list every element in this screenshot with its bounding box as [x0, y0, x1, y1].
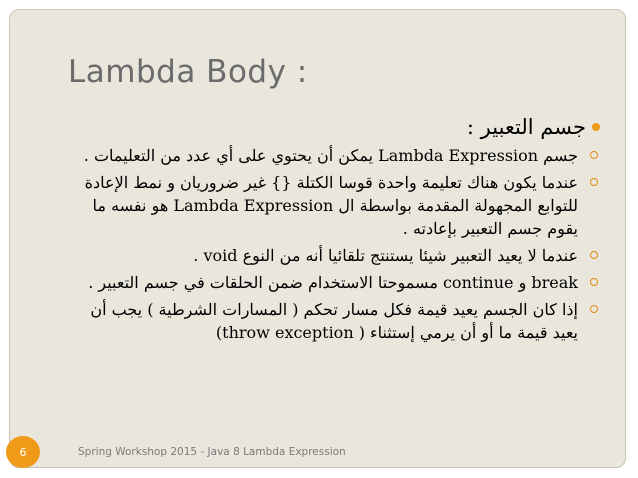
- list-item-text: عندما يكون هناك تعليمة واحدة قوسا الكتلة {} غير ضروريان و نمط الإعادة للتوابع المجهولة المقدمة بواسطة ال Lambda Expression هو نفسه ما يقوم جسم التعبير بإعادته .: [84, 173, 578, 238]
- circle-bullet-icon: [590, 305, 598, 313]
- list-item-text: عندما لا يعيد التعبير شيئا يستنتج تلقائيا أنه من النوع void .: [193, 246, 578, 265]
- list-item-text: break و continue مسموحتا الاستخدام ضمن الحلقات في جسم التعبير .: [88, 273, 578, 292]
- list-item-text: إذا كان الجسم يعيد قيمة فكل مسار تحكم ( المسارات الشرطية ) يجب أن يعيد قيمة ما أو أن يرمي إستثناء ( throw exception): [90, 300, 578, 342]
- list-item: [70, 298, 600, 344]
- slide-title: Lambda Body :: [68, 54, 308, 90]
- list-item: [70, 271, 600, 294]
- bullet-list: [70, 144, 600, 344]
- section-heading: [70, 114, 600, 140]
- bullet-dot-icon: [592, 123, 600, 131]
- list-item-text: جسم Lambda Expression يمكن أن يحتوي على أي عدد من التعليمات .: [83, 146, 578, 165]
- list-item: [70, 171, 600, 240]
- circle-bullet-icon: [590, 151, 598, 159]
- list-item: [70, 244, 600, 267]
- circle-bullet-icon: [590, 178, 598, 186]
- page-number-badge: 6: [6, 436, 40, 468]
- circle-bullet-icon: [590, 251, 598, 259]
- section-heading-text: جسم التعبير :: [466, 115, 586, 139]
- circle-bullet-icon: [590, 278, 598, 286]
- list-item: [70, 144, 600, 167]
- slide-footer: Spring Workshop 2015 - Java 8 Lambda Expression: [78, 446, 346, 458]
- slide-content: [70, 114, 600, 348]
